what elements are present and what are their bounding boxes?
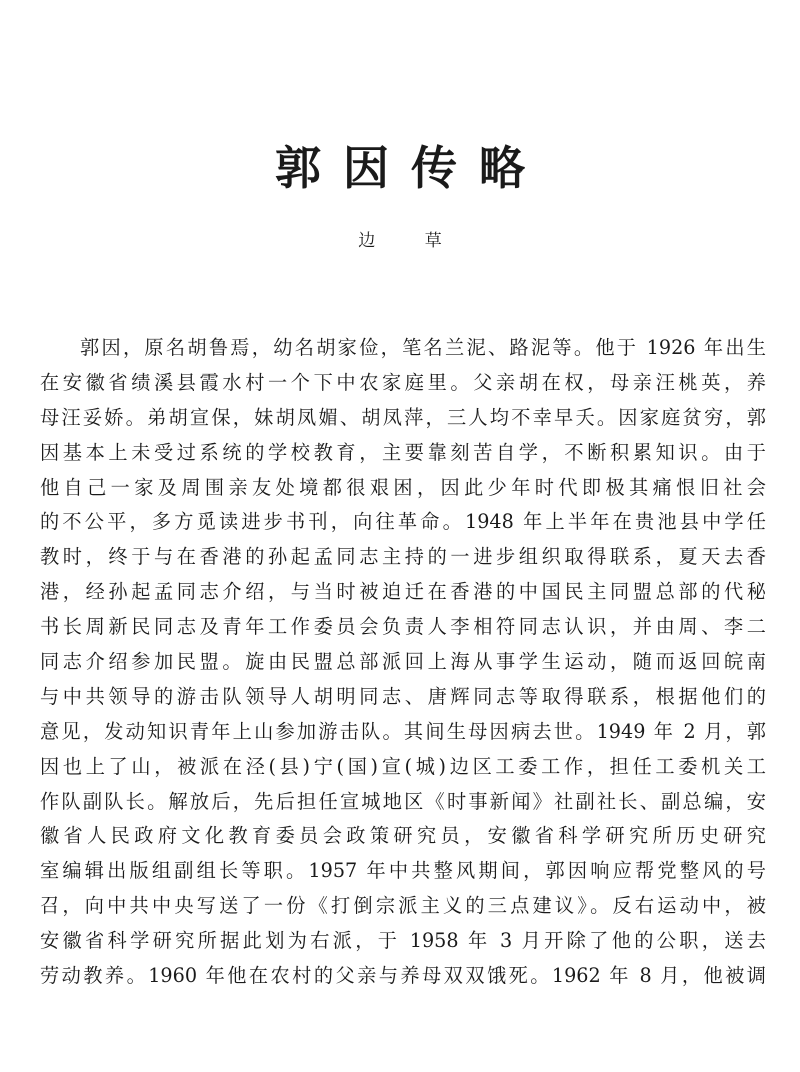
article-title: 郭因传略 bbox=[275, 141, 547, 195]
text-line: 劳动教养。1960 年他在农村的父亲与养母双双饿死。1962 年 8 月，他被调 bbox=[40, 964, 766, 988]
text-line: 母汪妥娇。弟胡宣保，妹胡凤媚、胡凤萍，三人均不幸早夭。因家庭贫穷，郭 bbox=[40, 405, 766, 429]
text-line: 与中共领导的游击队领导人胡明同志、唐辉同志等取得联系，根据他们的 bbox=[40, 684, 766, 708]
text-line: 教时，终于与在香港的孙起孟同志主持的一进步组织取得联系，夏天去香 bbox=[40, 545, 766, 569]
text-line: 徽省人民政府文化教育委员会政策研究员，安徽省科学研究所历史研究 bbox=[40, 824, 766, 848]
text-line: 室编辑出版组副组长等职。1957 年中共整风期间，郭因响应帮党整风的号 bbox=[40, 859, 766, 883]
text-line: 因也上了山，被派在泾(县)宁(国)宣(城)边区工委工作，担任工委机关工 bbox=[40, 754, 766, 778]
text-line: 安徽省科学研究所据此划为右派，于 1958 年 3 月开除了他的公职，送去 bbox=[40, 929, 766, 953]
text-line: 因基本上未受过系统的学校教育，主要靠刻苦自学，不断积累知识。由于 bbox=[40, 440, 766, 464]
text-line: 他自己一家及周围亲友处境都很艰困，因此少年时代即极其痛恨旧社会 bbox=[40, 475, 766, 499]
text-line: 郭因，原名胡鲁焉，幼名胡家俭，笔名兰泥、路泥等。他于 1926 年出生 bbox=[80, 336, 766, 359]
text-line: 意见，发动知识青年上山参加游击队。其间生母因病去世。1949 年 2 月，郭 bbox=[40, 719, 766, 743]
text-line: 的不公平，多方觅读进步书刊，向往革命。1948 年上半年在贵池县中学任 bbox=[40, 510, 766, 534]
text-line: 作队副队长。解放后，先后担任宣城地区《时事新闻》社副社长、副总编，安 bbox=[40, 789, 766, 813]
text-line: 在安徽省绩溪县霞水村一个下中农家庭里。父亲胡在权，母亲汪桃英，养 bbox=[40, 370, 766, 394]
text-line: 召，向中共中央写送了一份《打倒宗派主义的三点建议》。反右运动中，被 bbox=[40, 894, 766, 918]
article-author: 边 草 bbox=[358, 231, 464, 251]
text-line: 同志介绍参加民盟。旋由民盟总部派回上海从事学生运动，随而返回皖南 bbox=[40, 650, 766, 674]
text-line: 港，经孙起孟同志介绍，与当时被迫迁在香港的中国民主同盟总部的代秘 bbox=[40, 580, 766, 604]
article-body bbox=[40, 331, 766, 994]
text-line: 书长周新民同志及青年工作委员会负责人李相符同志认识，并由周、李二 bbox=[40, 615, 766, 639]
